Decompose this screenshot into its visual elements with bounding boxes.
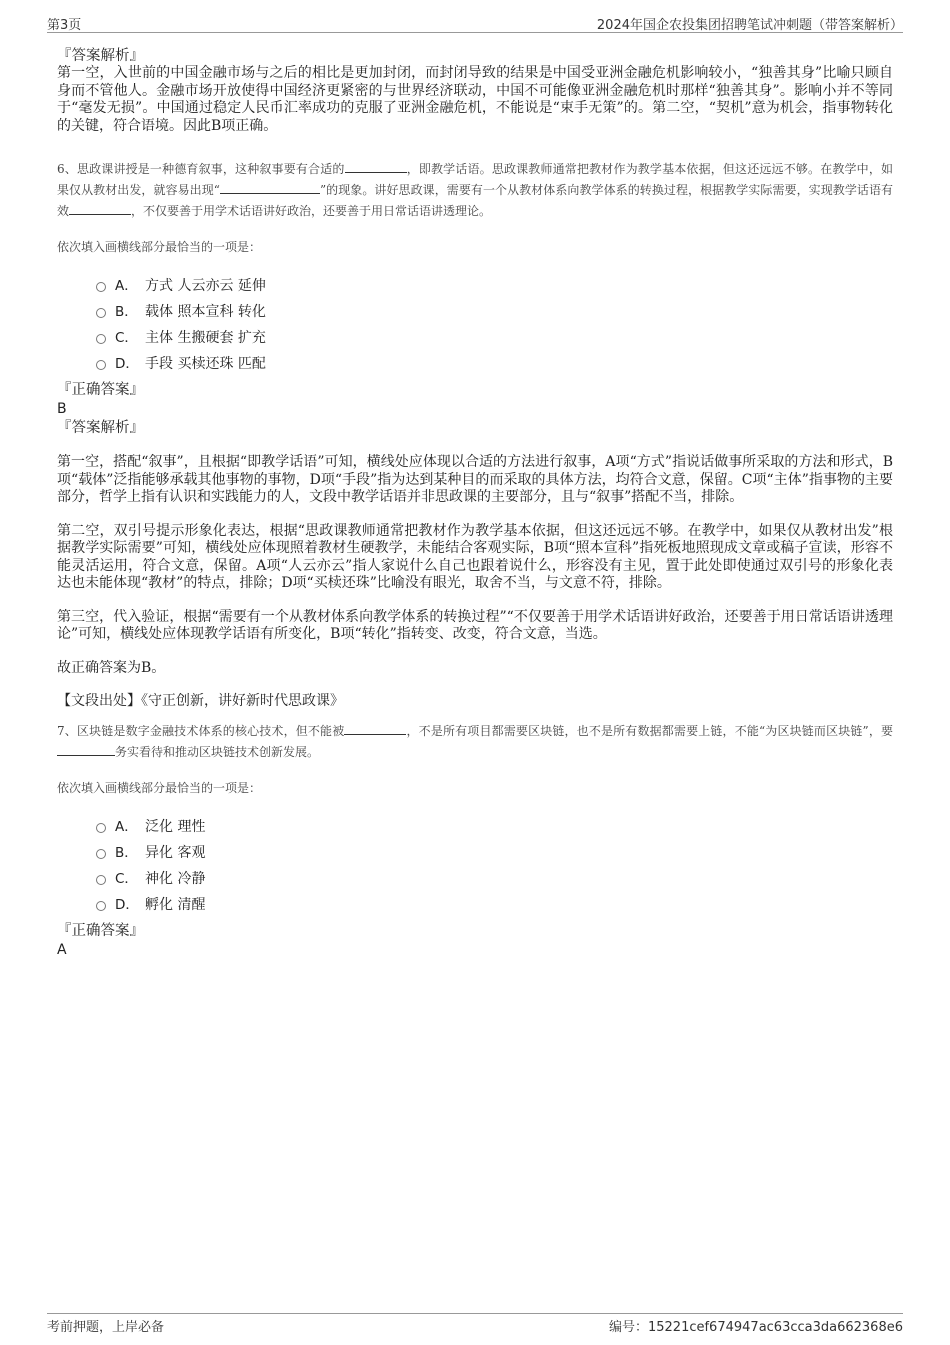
q6-option-c[interactable]: C． 主体 生搬硬套 扩充 <box>57 325 893 351</box>
footer-slogan: 考前押题，上岸必备 <box>47 1320 165 1335</box>
q7-option-d[interactable]: D． 孵化 清醒 <box>57 892 893 918</box>
radio-icon[interactable] <box>96 334 106 344</box>
q6-blank-1 <box>345 160 407 173</box>
q6-options <box>57 273 893 377</box>
radio-icon[interactable] <box>96 282 106 292</box>
page-header <box>47 12 903 33</box>
page-content <box>57 47 893 960</box>
q6-analysis-4: 故正确答案为B。 <box>57 659 166 676</box>
q6-analysis-label: 『答案解析』 <box>57 420 144 436</box>
q6-option-a[interactable]: A． 方式 人云亦云 延伸 <box>57 273 893 299</box>
q7-blank-1 <box>344 722 406 735</box>
q6-correct-answer: B <box>57 401 67 417</box>
q7-blank-2 <box>57 743 115 756</box>
q7-correct-answer: A <box>57 941 67 958</box>
q7-correct-label: 『正确答案』 <box>57 922 144 939</box>
q6-correct-label: 『正确答案』 <box>57 382 144 398</box>
q5-analysis: 第一空，入世前的中国金融市场与之后的相比是更加封闭，而封闭导致的结果是中国受亚洲金融危机影响较小，“独善其身”比喻只顾自身而不管他人。金融市场开放使得中国经济更紧密的与世界经济联动，中国不可能像亚洲金融危机时那样“独善其身”。影响小并不等同于“毫发无损”。中国通过稳定人民币汇率成功的克服了亚洲金融危机，不能说是“束手无策”的。第二空，“契机”意为机会，指事物转化的关键，符合语境。因此B项正确。 <box>57 65 893 134</box>
document-title: 2024年国企农投集团招聘笔试冲刺题（带答案解析） <box>596 18 903 33</box>
radio-icon[interactable] <box>96 823 106 833</box>
q6-prompt: 依次填入画横线部分最恰当的一项是： <box>57 240 262 254</box>
footer-serial: 编号：15221cef674947ac63cca3da662368e6 <box>608 1320 903 1335</box>
radio-icon[interactable] <box>96 308 106 318</box>
q7-options <box>57 814 893 918</box>
q6-blank-3 <box>69 202 131 215</box>
q7-prompt: 依次填入画横线部分最恰当的一项是： <box>57 780 262 795</box>
page-number: 第3页 <box>47 18 82 33</box>
q6-option-d[interactable]: D． 手段 买椟还珠 匹配 <box>57 351 893 377</box>
q6-analysis-3: 第三空，代入验证，根据“需要有一个从教材体系向教学体系的转换过程”“不仅要善于用学术话语讲好政治，还要善于用日常话语讲透理论”可知，横线处应体现教学话语有所变化，B项“转化”指转变、改变，符合文意，当选。 <box>57 608 893 642</box>
q6-analysis-2: 第二空，双引号提示形象化表达，根据“思政课教师通常把教材作为教学基本依据，但这还远远不够。在教学中，如果仅从教材出发”根据教学实际需要”可知，横线处应体现照着教材生硬教学，未能结合客观实际，B项“照本宣科”指死板地照现成文章或稿子宣读，形容不能灵活运用，符合文意，保留。A项“人云亦云”指人家说什么自己也跟着说什么，形容没有主见，置于此处即使通过双引号的形象化表达也未能体现“教材”的特点，排除；D项“买椟还珠”比喻没有眼光，取舍不当，与文意不符，排除。 <box>57 522 893 591</box>
q6-analysis-1: 第一空，搭配“叙事”，且根据“即教学话语”可知，横线处应体现以合适的方法进行叙事，A项“方式”指说话做事所采取的方法和形式，B项“载体”泛指能够承载其他事物的事物，D项“手段”指为达到某种目的而采取的具体方法，均符合文意，保留。C项“主体”指事物的主要部分，哲学上指有认识和实践能力的人，文段中教学话语并非思政课的主要部分，且与“叙事”搭配不当，排除。 <box>57 454 893 505</box>
q7-option-c[interactable]: C． 神化 冷静 <box>57 866 893 892</box>
q6-blank-2 <box>220 181 320 194</box>
q7-option-a[interactable]: A． 泛化 理性 <box>57 814 893 840</box>
radio-icon[interactable] <box>96 849 106 859</box>
q7-option-b[interactable]: B． 异化 客观 <box>57 840 893 866</box>
q7-question: 7、区块链是数字金融技术体系的核心技术，但不能被 ，不是所有项目都需要区块链，也不是所有数据都需要上链，不能“为区块链而区块链”，要务实看待和推动区块链技术创新发展。 <box>57 723 893 759</box>
q6-question: 6、思政课讲授是一种德育叙事，这种叙事要有合适的 ，即教学话语。思政课教师通常把教材作为教学基本依据，但这还远远不够。在教学中，如果仅从教材出发，就容易出现“ ”的现象。讲好思政课，需要有一个从教材体系向教学体系的转换过程，根据教学实际需要，实现教学话语有效 ，不仅要善于用学术话语讲好政治，还要善于用日常话语讲透理论。 <box>57 162 894 218</box>
q6-source: 【文段出处】《守正创新，讲好新时代思政课》 <box>57 693 344 709</box>
q5-analysis-label: 『答案解析』 <box>57 48 144 64</box>
radio-icon[interactable] <box>96 360 106 370</box>
q6-option-b[interactable]: B． 载体 照本宣科 转化 <box>57 299 893 325</box>
page-footer <box>47 1313 903 1334</box>
radio-icon[interactable] <box>96 875 106 885</box>
radio-icon[interactable] <box>96 901 106 911</box>
